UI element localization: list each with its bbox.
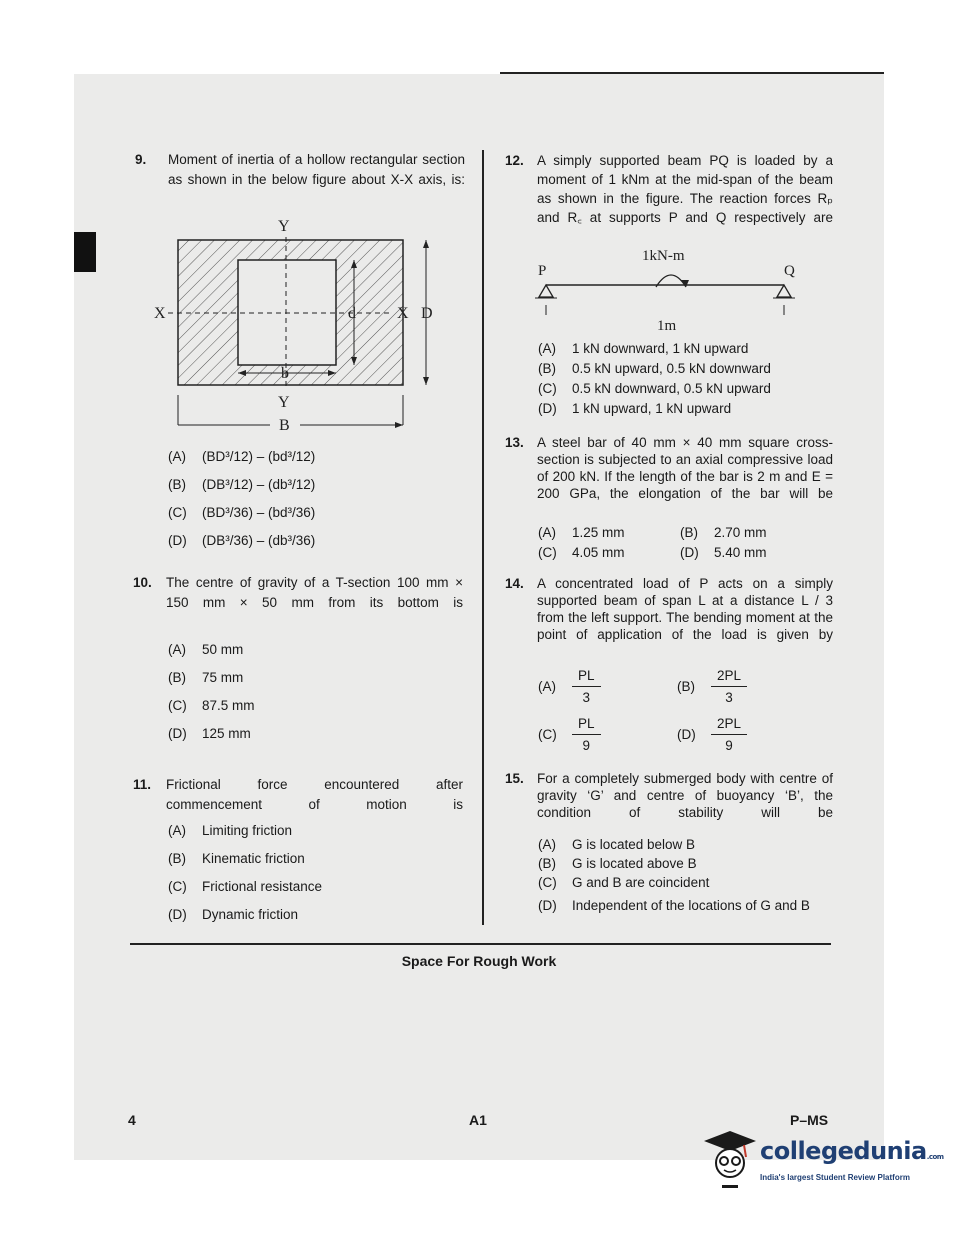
page-edge-tab — [74, 232, 96, 272]
option-d: (D) 5.40 mm — [680, 545, 767, 560]
label-q: Q — [784, 263, 795, 279]
question-text: A simply supported beam PQ is loaded by a moment of 1 kNm at the mid-span of the beam as shown in the figure. The reaction forces Rₚ and R꜀ at supports P and Q respectively are — [537, 153, 833, 225]
question-number: 12. — [505, 153, 524, 168]
question-text: For a completely submerged body with centre of gravity ‘G’ and centre of buoyancy ‘B’, the condition of stability will be — [537, 771, 833, 820]
option-b: (B) 2.70 mm — [680, 525, 767, 540]
option-c: (C) 0.5 kN downward, 0.5 kN upward — [538, 381, 771, 396]
label-span: 1m — [657, 318, 677, 334]
option-c: (C) G and B are coincident — [538, 875, 710, 890]
question-number: 10. — [133, 575, 152, 590]
bottom-rule — [130, 943, 831, 945]
question-number: 13. — [505, 435, 524, 450]
option-c: (C) 87.5 mm — [168, 698, 255, 713]
label-moment: 1kN-m — [642, 248, 685, 264]
question-number: 9. — [135, 152, 147, 167]
option-c: (C) $\frac{PL}{9}$ — [538, 716, 601, 754]
option-a: (A) G is located below B — [538, 837, 696, 852]
option-d: (D) 1 kN upward, 1 kN upward — [538, 401, 732, 416]
column-divider — [482, 150, 484, 925]
question-text: A concentrated load of P acts on a simply supported beam of span L at a distance L / 3 from the left support. The bending moment at the point of application of the load is given by — [537, 576, 833, 642]
option-a: (A) (BD³/12) – (bd³/12) — [168, 449, 316, 464]
label-p: P — [538, 263, 547, 279]
collegedunia-logo — [700, 1125, 944, 1195]
option-c: (C) 4.05 mm — [538, 545, 625, 560]
option-b: (B) 75 mm — [168, 670, 244, 685]
label-y-top: Y — [278, 218, 290, 235]
beam-figure — [530, 243, 810, 338]
option-d: (D) Dynamic friction — [168, 907, 299, 922]
question-text: Frictional force encountered after commencement of motion is — [166, 777, 463, 812]
option-b: (B) Kinematic friction — [168, 851, 305, 866]
option-a: (A) $\frac{PL}{3}$ — [538, 668, 601, 706]
option-b: (B) (DB³/12) – (db³/12) — [168, 477, 316, 492]
question-text: A steel bar of 40 mm × 40 mm square cross-section is subjected to an axial compressive load of 200 kN. If the length of the bar is 2 m and E = 200 GPa, the elongation of the bar will be — [537, 435, 833, 501]
label-b: b — [281, 365, 289, 382]
top-rule — [500, 72, 884, 74]
question-text: The centre of gravity of a T-section 100 mm × 150 mm × 50 mm from its bottom is — [166, 575, 463, 610]
option-a: (A) 1 kN downward, 1 kN upward — [538, 341, 749, 356]
label-d: d — [348, 305, 356, 322]
page-number: 4 — [128, 1112, 136, 1128]
option-d: (D) 125 mm — [168, 726, 251, 741]
logo-tagline: India's largest Student Review Platform — [760, 1173, 910, 1182]
option-c: (C) (BD³/36) – (bd³/36) — [168, 505, 316, 520]
hollow-rectangle-figure — [150, 215, 450, 440]
label-x-right: X — [397, 305, 409, 322]
question-number: 14. — [505, 576, 524, 591]
option-a: (A) 50 mm — [168, 642, 244, 657]
booklet-code: A1 — [469, 1112, 487, 1128]
option-a: (A) 1.25 mm — [538, 525, 625, 540]
question-number: 15. — [505, 771, 524, 786]
rough-work-title: Space For Rough Work — [401, 953, 557, 969]
label-y-bottom: Y — [278, 394, 290, 411]
logo-name: collegedunia — [760, 1137, 927, 1165]
option-b: (B) 0.5 kN upward, 0.5 kN downward — [538, 361, 771, 376]
option-b: (B) $\frac{2PL}{3}$ — [677, 668, 747, 706]
option-d: (D) (DB³/36) – (db³/36) — [168, 533, 316, 548]
label-B: B — [279, 417, 290, 434]
option-b: (B) G is located above B — [538, 856, 697, 871]
option-d: (D) Independent of the locations of G and B — [538, 898, 810, 913]
option-d: (D) $\frac{2PL}{9}$ — [677, 716, 747, 754]
question-number: 11. — [133, 777, 152, 792]
label-x-left: X — [154, 305, 166, 322]
option-c: (C) Frictional resistance — [168, 879, 323, 894]
logo-suffix: .com — [926, 1153, 944, 1161]
series-code: P–MS — [790, 1112, 829, 1128]
question-text: Moment of inertia of a hollow rectangular section as shown in the below figure about X-X axis, is: — [168, 152, 465, 187]
option-a: (A) Limiting friction — [168, 823, 293, 838]
mascot-icon — [700, 1125, 756, 1195]
label-D: D — [421, 305, 433, 322]
